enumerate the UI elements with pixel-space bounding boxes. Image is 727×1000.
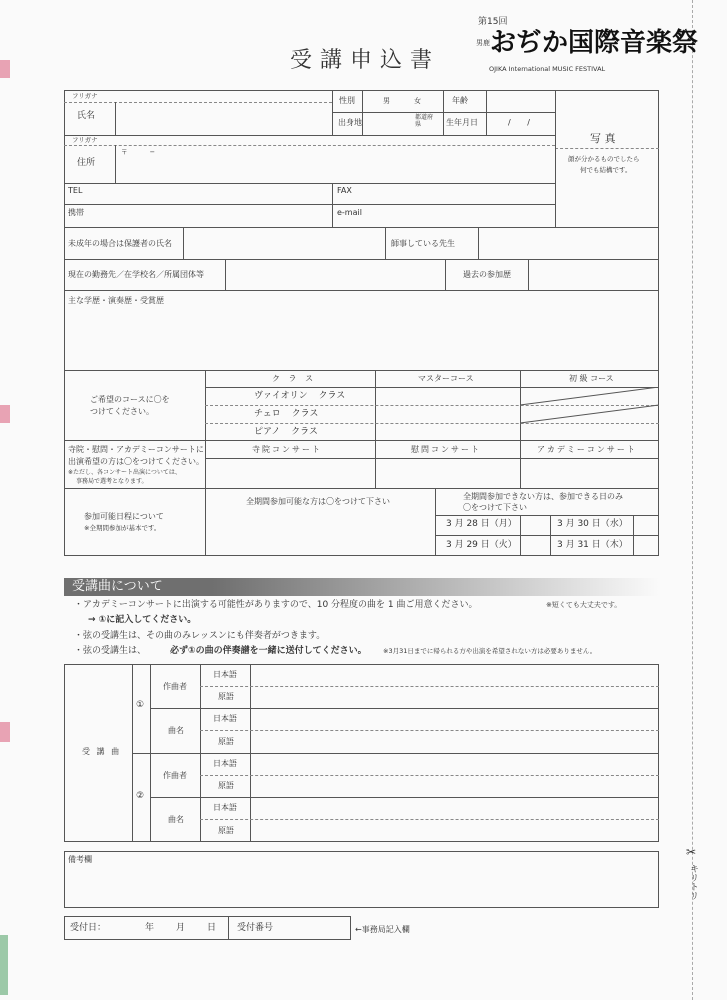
partial-period-prompt-2: 〇をつけて下さい <box>463 503 527 512</box>
piece-label-1: 曲名 <box>168 726 184 735</box>
photo-title: 写 真 <box>590 132 616 145</box>
gender-female-option[interactable]: 女 <box>414 97 421 105</box>
tel-label: TEL <box>68 186 83 195</box>
course-prompt-2: つけてください。 <box>90 407 154 416</box>
instruction-line-1-note: ※短くても大丈夫です。 <box>546 601 622 609</box>
japanese-label: 日本語 <box>213 714 237 723</box>
remarks-label: 備考欄 <box>68 855 92 864</box>
composer-label-1: 作曲者 <box>163 682 187 691</box>
col-master-header: マスターコース <box>418 374 474 383</box>
japanese-label: 日本語 <box>213 759 237 768</box>
pieces-section-heading: 受講曲について <box>64 578 212 596</box>
instruction-line-4a: ・弦の受講生は、 <box>74 646 147 656</box>
year-label: 年 <box>145 923 155 933</box>
piece-label-2: 曲名 <box>168 815 184 824</box>
date-mar-29[interactable]: 3 月 29 日（火） <box>446 540 517 550</box>
age-label: 年齢 <box>452 96 468 105</box>
instruction-line-1: ・アカデミーコンサートに出演する可能性がありますので、10 分程度の曲を 1 曲ご用意ください。 <box>74 600 478 610</box>
guardian-label: 未成年の場合は保護者の氏名 <box>68 239 172 248</box>
schedule-label: 参加可能日程について <box>84 512 164 521</box>
partial-period-prompt-1: 全期間参加できない方は、参加できる日のみ <box>463 492 623 501</box>
birthdate-separator: / / <box>508 118 530 127</box>
day-label: 日 <box>207 923 217 933</box>
affiliation-label: 現在の勤務先／在学校名／所属団体等 <box>68 270 204 279</box>
date-mar-28[interactable]: 3 月 28 日（月） <box>446 519 517 529</box>
visit-concert-option[interactable]: 慰問コンサート <box>411 445 481 454</box>
japanese-label: 日本語 <box>213 803 237 812</box>
prefecture-label: 都道府県 <box>415 114 434 128</box>
side-mark-pink-mid <box>0 405 10 423</box>
academy-concert-option[interactable]: アカデミーコンサート <box>537 445 637 454</box>
side-mark-pink-top <box>0 60 10 78</box>
address-furigana-label: フリガナ <box>72 136 98 144</box>
original-label: 原語 <box>218 737 234 746</box>
temple-concert-option[interactable]: 寺院コンサート <box>252 445 322 454</box>
logo-sub: 男鹿 <box>476 39 490 47</box>
scissors-icon: ✂ <box>686 845 697 859</box>
violin-class-option[interactable]: ヴァイオリン クラス <box>254 391 346 401</box>
logo-english: OJIKA International MUSIC FESTIVAL <box>489 65 606 73</box>
gender-male-option[interactable]: 男 <box>383 97 390 105</box>
name-label: 氏名 <box>77 111 96 121</box>
instruction-line-2: → ①に記入してください。 <box>88 615 197 625</box>
cello-class-option[interactable]: チェロ クラス <box>254 409 319 419</box>
instruction-line-4-note: ※3月31日までに帰られる方や出演を希望されない方は必要ありません。 <box>383 647 597 655</box>
received-date-label: 受付日： <box>70 923 107 933</box>
original-label: 原語 <box>218 781 234 790</box>
remarks-box[interactable] <box>64 851 659 908</box>
festival-logo: おぢか国際音楽祭 <box>490 28 699 58</box>
side-mark-pink-low <box>0 722 10 742</box>
beginner-course-diagonals <box>520 387 659 440</box>
mobile-label: 携帯 <box>68 208 84 217</box>
instruction-line-3: ・弦の受講生は、その曲のみレッスンにも伴奏者がつきます。 <box>74 631 326 641</box>
date-mar-31[interactable]: 3 月 31 日（木） <box>557 540 628 550</box>
reception-number-label: 受付番号 <box>237 923 274 933</box>
side-mark-green <box>0 935 8 995</box>
name-furigana-label: フリガナ <box>72 92 98 100</box>
past-participation-label: 過去の参加歴 <box>463 270 511 279</box>
fax-label: FAX <box>337 186 352 195</box>
concert-prompt-1: 寺院・慰問・アカデミーコンサートに <box>68 445 204 454</box>
month-label: 月 <box>176 923 186 933</box>
birthdate-label: 生年月日 <box>446 118 478 127</box>
piece-number-2: ② <box>136 791 145 801</box>
original-label: 原語 <box>218 692 234 701</box>
course-prompt-1: ご希望のコースに〇を <box>90 395 170 404</box>
col-beginner-header: 初 級 コース <box>569 374 614 383</box>
full-period-prompt: 全期間参加可能な方は〇をつけて下さい <box>246 497 390 506</box>
office-note: ←事務局記入欄 <box>355 925 410 934</box>
birthplace-label: 出身地 <box>338 118 362 127</box>
composer-label-2: 作曲者 <box>163 771 187 780</box>
gender-label: 性別 <box>339 96 355 105</box>
heading-fade-bar <box>212 578 659 596</box>
photo-note-1: 顔が分かるものでしたら <box>568 155 640 163</box>
postal-mark: 〒 − <box>121 148 156 156</box>
concert-prompt-2: 出演希望の方は〇をつけてください。 <box>68 457 204 466</box>
logo-edition: 第15回 <box>478 17 508 27</box>
cut-label: キリトリ <box>688 864 698 900</box>
address-label: 住所 <box>77 158 96 168</box>
instruction-line-4b: 必ず①の曲の伴奏譜を一緒に送付してください。 <box>170 646 367 656</box>
teacher-label: 師事している先生 <box>391 239 455 248</box>
concert-note-2: 事務局で選考となります。 <box>76 478 148 485</box>
date-mar-30[interactable]: 3 月 30 日（水） <box>557 519 628 529</box>
schedule-note: ※全期間参加が基本です。 <box>84 524 161 532</box>
photo-note-2: 何でも結構です。 <box>580 166 632 174</box>
col-class-header: ク ラ ス <box>272 374 314 383</box>
japanese-label: 日本語 <box>213 670 237 679</box>
piano-class-option[interactable]: ピアノ クラス <box>254 427 318 437</box>
page-title: 受講申込書 <box>290 48 441 73</box>
pieces-row-label: 受 講 曲 <box>82 747 122 756</box>
concert-note-1: ※ただし、各コンサート出演については、 <box>68 469 181 476</box>
history-label: 主な学歴・演奏歴・受賞歴 <box>68 296 164 305</box>
original-label: 原語 <box>218 826 234 835</box>
piece-number-1: ① <box>136 700 145 710</box>
email-label: e-mail <box>337 208 362 217</box>
